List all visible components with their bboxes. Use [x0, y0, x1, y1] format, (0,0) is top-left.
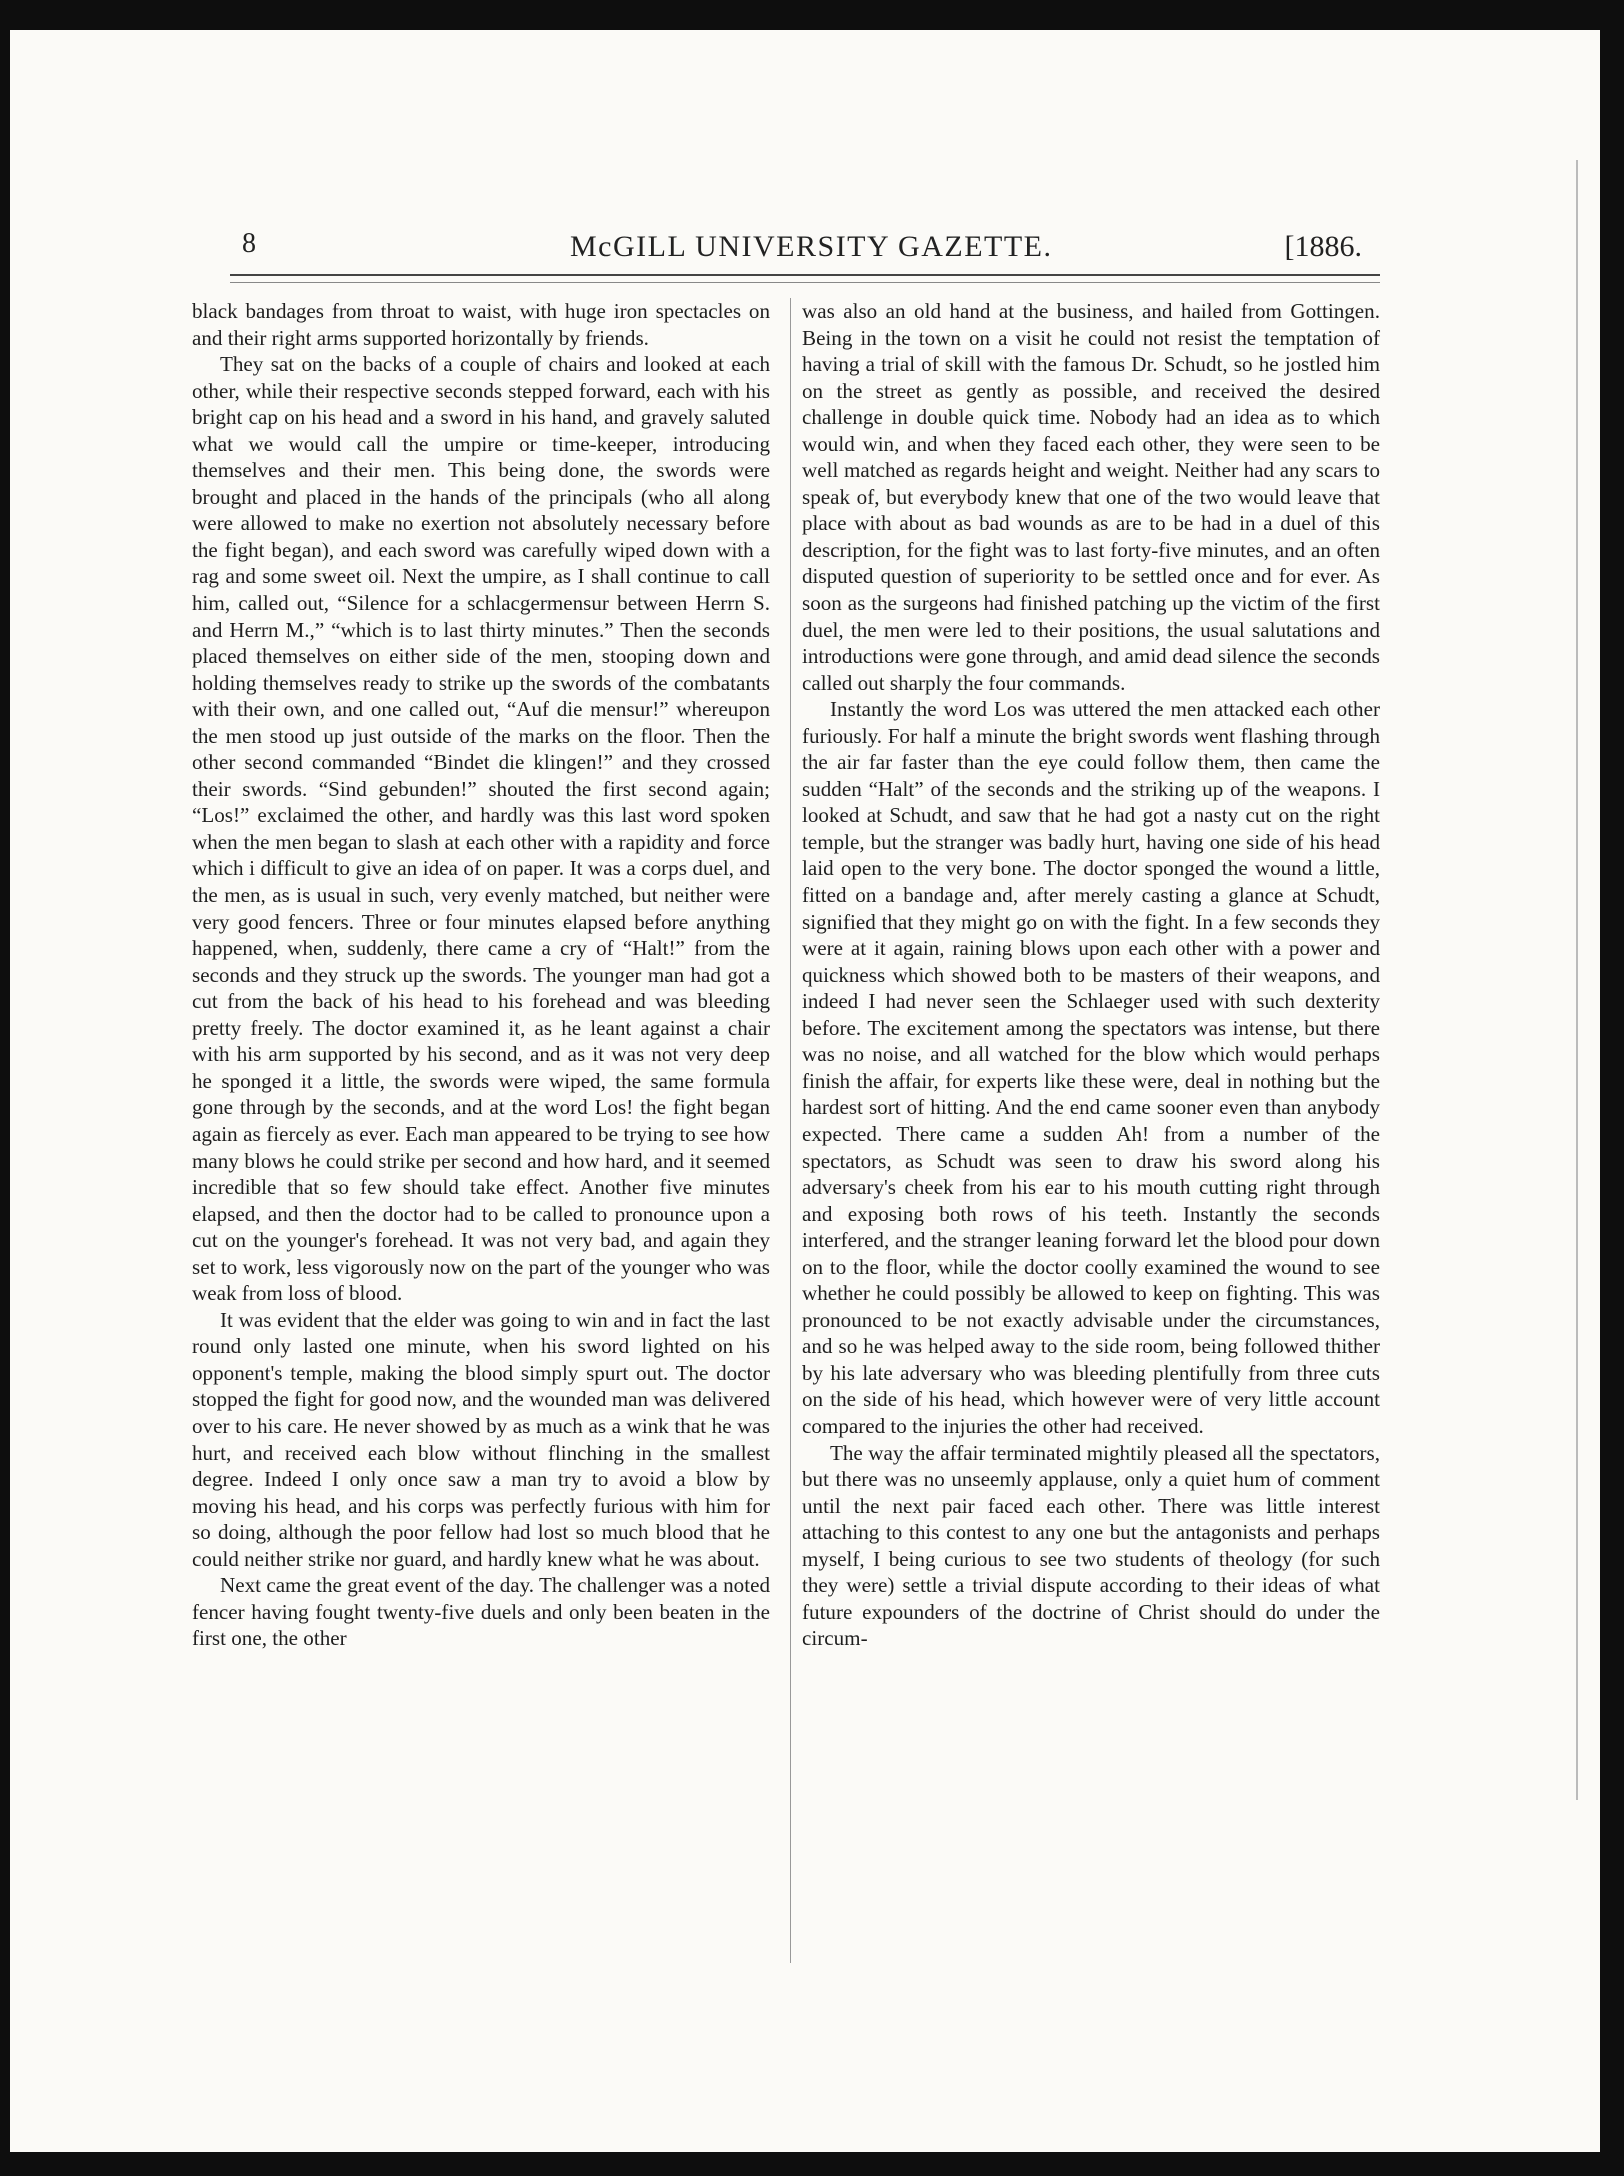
binding-edge — [1576, 160, 1592, 1800]
paragraph: It was evident that the elder was going to win and in fact the last round only lasted one minute, when his sword lighted on his opponent's temple, making the blood simply spurt out. The doctor stopped the fight for good now, and the wounded man was delivered over to his care. He never showed by as much as a wink that he was hurt, and received each blow without flinching in the smallest degree. Indeed I only once saw a man try to avoid a blow by moving his head, and his corps was perfectly furious with him for so doing, although the poor fellow had lost so much blood that he could neither strike nor guard, and hardly knew what he was about. — [192, 1307, 770, 1571]
running-header — [230, 228, 1380, 268]
paragraph: They sat on the backs of a couple of chairs and looked at each other, while their respective seconds stepped forward, each with his bright cap on his head and a sword in his hand, and gravely saluted what we would call the umpire or time-keeper, introducing themselves and their men. This being done, the swords were brought and placed in the hands of the principals (who all along were allowed to make no exertion not absolutely necessary before the fight began), and each sword was carefully wiped down with a rag and some sweet oil. Next the umpire, as I shall continue to call him, called out, “Silence for a schlacgermensur between Herrn S. and Herrn M.,” “which is to last thirty minutes.” Then the seconds placed themselves on either side of the men, stooping down and holding themselves ready to strike up the swords of the combatants with their own, and one called out, “Auf die mensur!” whereupon the men stood up just outside of the marks on the floor. Then the other second commanded “Bindet die klingen!” and they crossed their swords. “Sind gebunden!” shouted the first second again; “Los!” exclaimed the other, and hardly was this last word spoken when the men began to slash at each other with a rapidity and force which i difficult to give an idea of on paper. It was a corps duel, and the men, as is usual in such, very evenly matched, but neither were very good fencers. Three or four minutes elapsed before anything happened, when, suddenly, there came a cry of “Halt!” from the seconds and they struck up the swords. The younger man had got a cut from the back of his head to his forehead and was bleeding pretty freely. The doctor examined it, as he leant against a chair with his arm supported by his second, and as it was not very deep he sponged it a little, the swords were wiped, the same formula gone through by the seconds, and at the word Los! the fight began again as fiercely as ever. Each man appeared to be trying to see how many blows he could strike per second and how hard, and it seemed incredible that so few should take effect. Another five minutes elapsed, and then the doctor had to be called to pronounce upon a cut on the younger's forehead. It was not very bad, and again they set to work, less vigorously now on the part of the younger who was weak from loss of blood. — [192, 352, 770, 1306]
paragraph: Next came the great event of the day. The challenger was a noted fencer having fought twenty-five duels and only been beaten in the first one, the other — [192, 1573, 770, 1651]
left-column — [192, 298, 770, 1652]
paragraph: The way the affair terminated mightily pleased all the spectators, but there was no unseemly applause, only a quiet hum of comment until the next pair faced each other. There was little interest attaching to this contest to any one but the antagonists and perhaps myself, I being curious to see two students of theology (for such they were) settle a trivial dispute according to their ideas of what future expounders of the doctrine of Christ should do under the circum- — [802, 1440, 1380, 1651]
paragraph: Instantly the word Los was uttered the men attacked each other furiously. For half a minute the bright swords went flashing through the air far faster than the eye could follow them, then came the sudden “Halt” of the seconds and the striking up of the weapons. I looked at Schudt, and saw that he had got a nasty cut on the right temple, but the stranger was badly hurt, having one side of his head laid open to the very bone. The doctor sponged the wound a little, fitted on a bandage and, after merely casting a glance at Schudt, signified that they might go on with the fight. In a few seconds they were at it again, raining blows upon each other with a power and quickness which showed both to be masters of their weapons, and indeed I had never seen the Schlaeger used with such dexterity before. The excitement among the spectators was intense, but there was no noise, and all watched for the blow which would perhaps finish the affair, for experts like these were, deal in nothing but the hardest sort of hitting. And the end came sooner even than anybody expected. There came a sudden Ah! from a number of the spectators, as Schudt was seen to draw his sword along his adversary's cheek from his ear to his mouth cutting right through and exposing both rows of his teeth. Instantly the seconds interfered, and the stranger leaning forward let the blood pour down on to the floor, while the doctor coolly examined the wound to see whether he could possibly be allowed to keep on fighting. This was pronounced to be not exactly advisable under the circumstances, and so he was helped away to the side room, being followed thither by his late adversary who was bleeding plentifully from three cuts on the side of his head, which however were of very little account compared to the injuries the other had received. — [802, 697, 1380, 1438]
page-number: 8 — [242, 228, 256, 259]
paragraph: black bandages from throat to waist, with huge iron spectacles on and their right arms supported horizontally by friends. — [192, 299, 770, 350]
column-divider — [790, 298, 791, 1963]
right-column — [802, 298, 1380, 1652]
paragraph: was also an old hand at the business, and hailed from Gottingen. Being in the town on a visit he could not resist the temptation of having a trial of skill with the famous Dr. Schudt, so he jostled him on the street as gently as possible, and received the desired challenge in double quick time. Nobody had an idea as to which would win, and when they faced each other, they were seen to be well matched as regards height and weight. Neither had any scars to speak of, but everybody knew that one of the two would leave that place with about as bad wounds as are to be had in a duel of this description, for the fight was to last forty-five minutes, and an often disputed question of superiority to be settled once and for ever. As soon as the surgeons had finished patching up the victim of the first duel, the men were led to their positions, the usual salutations and introductions were gone through, and amid dead silence the seconds called out sharply the four commands. — [802, 299, 1380, 695]
header-rule-thin — [230, 282, 1380, 283]
header-rule — [230, 274, 1380, 276]
issue-year: [1886. — [1284, 230, 1362, 263]
publication-title: McGILL UNIVERSITY GAZETTE. — [570, 230, 1053, 263]
